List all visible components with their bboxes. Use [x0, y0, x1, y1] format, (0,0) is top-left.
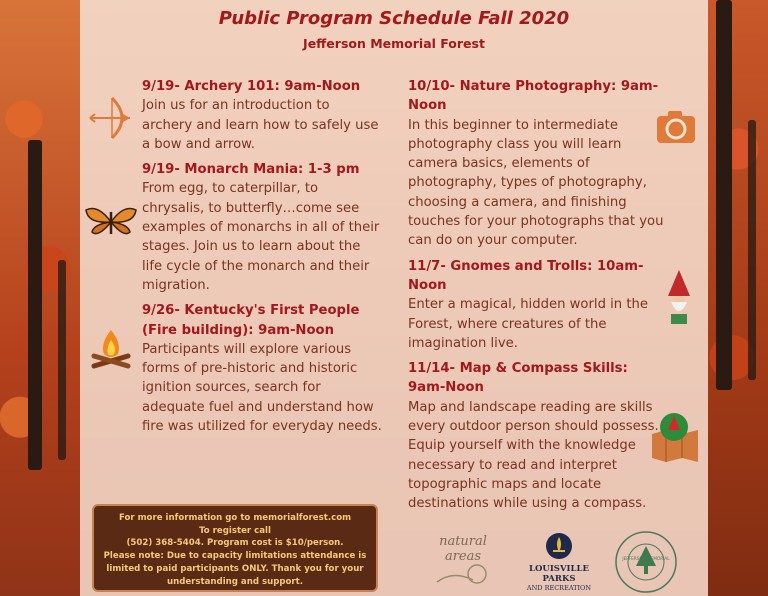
event-title: 10/10- Nature Photography: 9am-Noon — [408, 79, 659, 114]
campfire-icon — [88, 326, 134, 372]
tree-trunk — [28, 140, 42, 470]
camera-icon — [656, 110, 696, 144]
event-description: In this beginner to intermediate photography class you will learn camera basics, elements of photography, types of photography, choosing a camera, and finishing touches for your photographs that you can do on your computer. — [408, 117, 664, 249]
louisville-line: AND RECREATION — [526, 584, 592, 592]
info-line: For more information go to memorialforest.com — [118, 513, 352, 523]
event-title: 9/19- Archery 101: 9am-Noon — [142, 79, 361, 94]
event-gnomes — [408, 257, 666, 353]
jefferson-memorial-forest-logo — [614, 530, 678, 594]
event-description: Join us for an introduction to archery and learn how to safely use a bow and arrow. — [142, 98, 379, 152]
map-compass-icon — [650, 412, 700, 464]
louisville-line: LOUISVILLE — [529, 564, 589, 574]
event-title: 11/7- Gnomes and Trolls: 10am-Noon — [408, 258, 644, 293]
info-box — [92, 504, 378, 592]
fleur-de-lis-icon — [545, 532, 573, 560]
tree-trunk — [58, 260, 66, 460]
butterfly-icon — [84, 204, 138, 240]
event-description: From egg, to caterpillar, to chrysalis, to butterfly…come see examples of monarchs in all of their stages. Join us to learn about the life cycle of the monarch and their migration. — [142, 181, 380, 293]
louisville-parks-logo — [518, 532, 600, 592]
natural-areas-text: natural areas — [439, 534, 487, 564]
info-line: (502) 368-5404. Program cost is $10/person. — [126, 538, 344, 549]
events-right-column — [408, 77, 666, 520]
event-title: 11/14- Map & Compass Skills: 9am-Noon — [408, 361, 628, 396]
page-title: Public Program Schedule Fall 2020 — [218, 8, 570, 29]
events-left-column — [142, 77, 382, 442]
leaf-mark-icon — [433, 564, 493, 586]
event-title: 9/26- Kentucky's First People (Fire building): 9am-Noon — [142, 303, 360, 338]
page-subtitle: Jefferson Memorial Forest — [303, 36, 485, 51]
event-title: 9/19- Monarch Mania: 1-3 pm — [142, 162, 360, 178]
info-line: Please note: Due to capacity limitations attendance is limited to paid participants ONLY. Thank you for your understanding and support. — [103, 551, 367, 587]
event-description: Map and landscape reading are skills every outdoor person should possess. Equip yourself with the knowledge necessary to read and interpret topographic maps and locate destinations while using a compass. — [408, 399, 659, 512]
louisville-line: PARKS — [542, 574, 576, 584]
natural-areas-logo — [422, 534, 504, 590]
event-description: Participants will explore various forms of pre-historic and historic ignition sources, search for adequate fuel and understand how fire was utilized for everyday needs. — [142, 341, 382, 435]
event-map-compass — [408, 359, 666, 513]
tree-trunk — [716, 0, 732, 390]
event-photography — [408, 77, 666, 251]
jmf-text: JEFFERSON MEMORIAL FOREST — [622, 556, 670, 566]
event-monarch — [142, 160, 382, 295]
gnome-icon — [664, 270, 694, 328]
bow-and-arrow-icon — [88, 96, 134, 140]
autumn-forest-right — [708, 0, 768, 596]
event-description: Enter a magical, hidden world in the Forest, where creatures of the imagination live. — [408, 297, 648, 351]
event-archery — [142, 77, 382, 154]
autumn-forest-left — [0, 0, 80, 596]
event-fire — [142, 301, 382, 436]
info-line: To register call — [199, 525, 271, 536]
tree-trunk — [748, 120, 756, 380]
